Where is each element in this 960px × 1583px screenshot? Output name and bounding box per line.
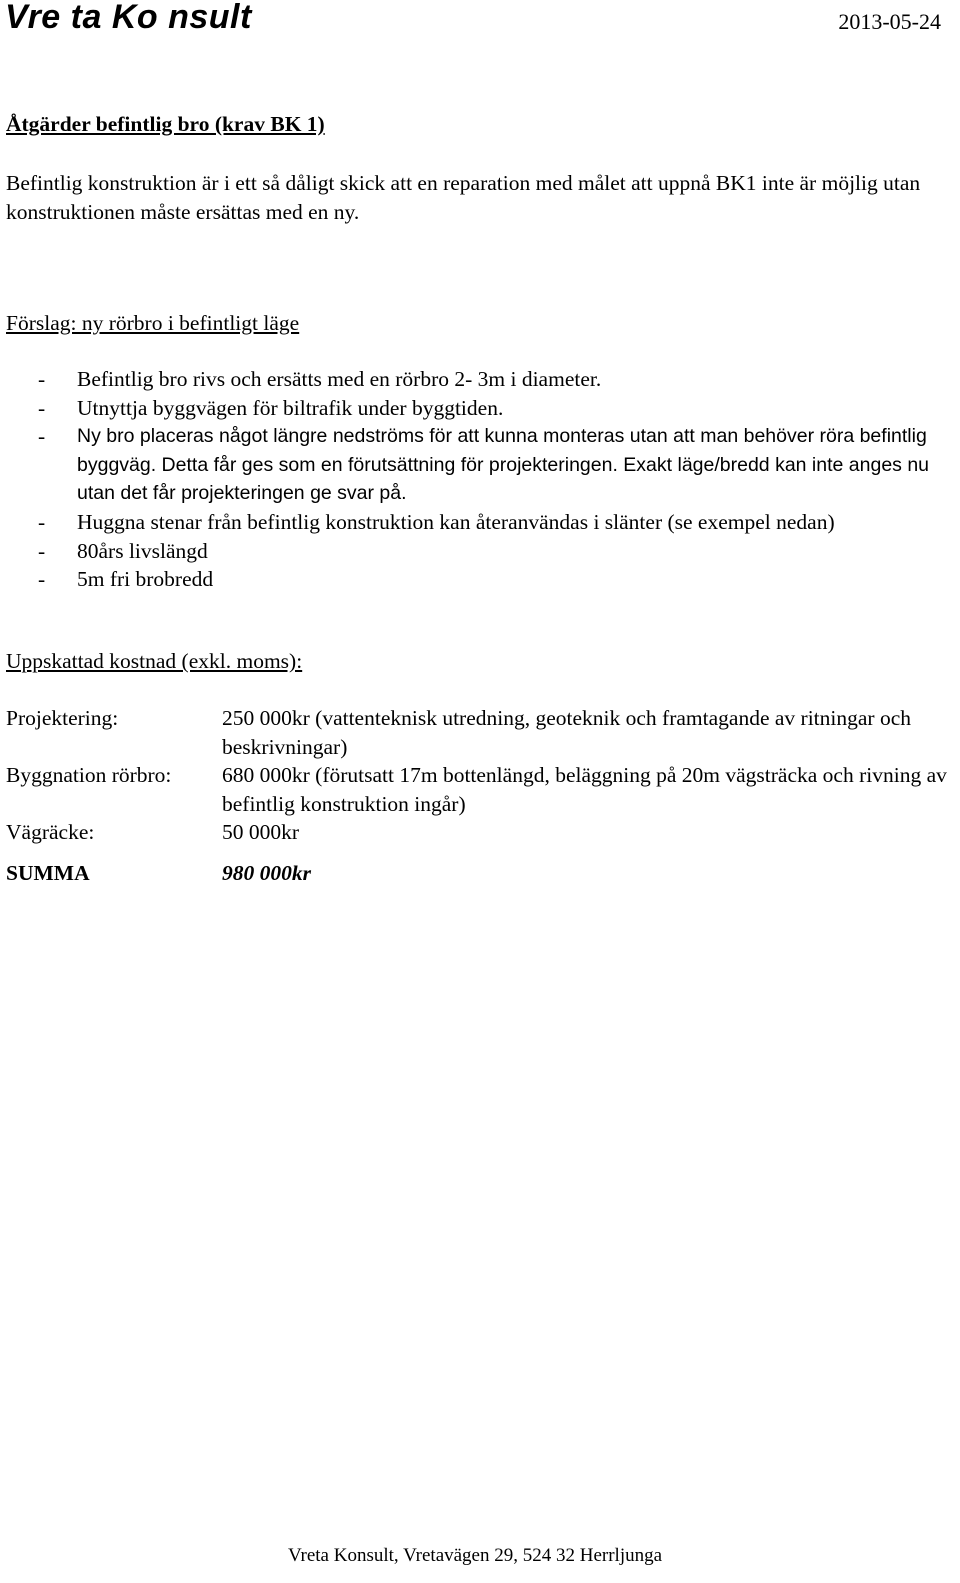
list-item-text: 5m fri brobredd xyxy=(77,567,214,592)
list-item-text: Ny bro placeras något längre nedströms för att kunna monteras utan att man behöver röra befintlig byggväg. Detta får ges som en förutsättning för projekteringen. Exakt läge/bredd kan inte anges nu utan det får projekteringen ge svar på. xyxy=(77,425,930,505)
cost-value: 680 000kr (förutsatt 17m bottenlängd, beläggning på 20m vägsträcka och rivning av befintlig konstruktion ingår) xyxy=(222,763,947,816)
bullet-dash: - xyxy=(38,367,46,391)
cost-sum-row xyxy=(6,859,960,888)
list-item xyxy=(0,508,960,537)
cost-value: 250 000kr (vattenteknisk utredning, geoteknik och framtagande av ritningar och beskrivningar) xyxy=(222,706,911,759)
list-item xyxy=(0,422,960,508)
list-item-text: Huggna stenar från befintlig konstruktion kan återanvändas i slänter (se exempel nedan) xyxy=(77,509,835,534)
bullet-dash: - xyxy=(38,567,46,592)
list-item-text: Befintlig bro rivs och ersätts med en rörbro 2- 3m i diameter. xyxy=(77,367,602,391)
company-logo: Vre ta Ko nsult xyxy=(5,0,252,36)
proposal-list xyxy=(0,365,960,594)
cost-row xyxy=(6,761,960,818)
cost-label: Vägräcke: xyxy=(6,820,95,845)
cost-label: Byggnation rörbro: xyxy=(6,763,172,788)
bullet-dash: - xyxy=(38,395,46,420)
sum-label: SUMMA xyxy=(6,860,90,885)
section-heading-measures: Åtgärder befintlig bro (krav BK 1) xyxy=(6,112,325,136)
bullet-dash: - xyxy=(38,538,46,563)
list-item xyxy=(0,565,960,594)
bullet-dash: - xyxy=(38,509,46,534)
list-item-text: Utnyttja byggvägen för biltrafik under byggtiden. xyxy=(77,395,504,420)
section-heading-cost: Uppskattad kostnad (exkl. moms): xyxy=(6,649,303,673)
list-item xyxy=(0,537,960,566)
document-date: 2013-05-24 xyxy=(838,9,941,34)
cost-row xyxy=(6,704,960,761)
page-footer: Vreta Konsult, Vretavägen 29, 524 32 Herrljunga xyxy=(287,1545,663,1566)
bullet-dash: - xyxy=(38,424,46,449)
sum-value: 980 000kr xyxy=(222,860,311,885)
list-item xyxy=(0,394,960,423)
cost-row xyxy=(6,818,960,847)
cost-table xyxy=(6,704,960,888)
cost-value: 50 000kr xyxy=(222,820,300,845)
intro-paragraph: Befintlig konstruktion är i ett så dåligt skick att en reparation med målet att uppnå BK1 inte är möjlig utan konstruktionen måste ersättas med en ny. xyxy=(6,171,921,224)
section-heading-proposal: Förslag: ny rörbro i befintligt läge xyxy=(6,311,300,335)
cost-label: Projektering: xyxy=(6,706,119,730)
list-item-text: 80års livslängd xyxy=(77,538,208,563)
list-item xyxy=(0,365,960,394)
